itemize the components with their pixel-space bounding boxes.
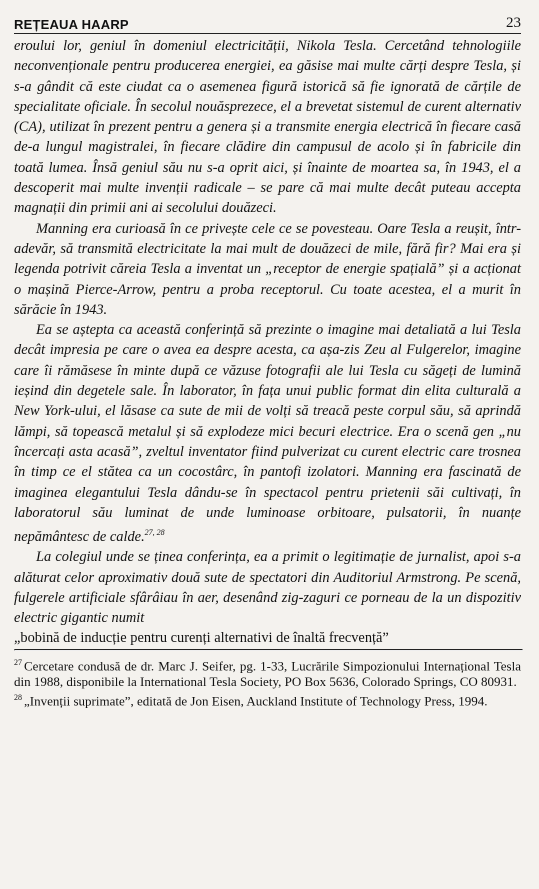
footnote-28: [14, 690, 521, 709]
page-number: 23: [506, 15, 521, 31]
footnote-text: „Invenții suprimate”, editată de Jon Eisen, Auckland Institute of Technology Press, 1994.: [24, 693, 488, 709]
header-rule: [14, 33, 521, 34]
paragraph-2: Manning era curioasă în ce privește cele ce se povesteau. Oare Tesla a reușit, într-adevăr, să transmită electricitate la mai mult de douăzeci de mile, fără fir? Mai era și legenda potrivit căreia Tesla a inventat un „receptor de energie spațială” și a acționat o mașină Pierce-Arrow, pentru a proba receptorul. Cu toate acestea, el a murit în sărăcie în 1943.: [14, 220, 521, 318]
footnote-marks: 27, 28: [144, 528, 165, 538]
paragraph-1: eroului lor, geniul în domeniul electricității, Nikola Tesla. Cercetând tehnologiile neconvenționale pentru producerea energiei, ea găsise mai multe cărți despre Tesla, și s-a gândit că este ciudat ca o asemenea figură istorică să fie ignorată de cărțile de specialitate oficiale. În secolul nouăsprezece, el a brevetat sistemul de curent alternativ (CA), utilizat în prezent pentru a genera și a transmite energia electrică în fiecare casă de-a lungul magistralei, în fiecare clădire din campusul de acolo și în fabricile din toată lumea. Însă geniul său nu s-a oprit aici, și înainte de moartea sa, în 1943, el a descoperit mai multe invenții radicale – se pare că mai multe decât puteau accepta magnații din primii ani ai secolului douăzeci.: [14, 38, 521, 217]
footnotes: [14, 655, 521, 710]
footnote-mark: 27: [14, 657, 22, 667]
page-header: [14, 14, 521, 32]
body-text: [14, 36, 521, 649]
footnote-text: Cercetare condusă de dr. Marc J. Seifer, pg. 1-33, Lucrările Simpozionului Internațional Tesla din 1988, disponibile la International Tesla Society, PO Box 5636, Colorado Springs, CO 80931.: [14, 658, 521, 690]
paragraph-4-last-line: „bobină de inducție pentru curenți alternativi de înaltă frecvență”: [14, 630, 389, 647]
footnote-27: [14, 655, 521, 690]
paragraph-3: [14, 320, 521, 547]
footnote-mark: 28: [14, 693, 22, 703]
paragraph-4: La colegiul unde se ținea conferința, ea a primit o legitimație de jurnalist, apoi s-a alăturat celor aproximativ două sute de spectatori din Auditoriul Armstrong. Pe scenă, fulgerele artificiale sfârâiau în aer, desenând zig-zaguri ce porneau de la un dispozitiv electric gigantic numit: [14, 549, 521, 627]
running-title: REȚEAUA HAARP: [14, 17, 129, 32]
paragraph-3-text: Ea se aștepta ca această conferință să prezinte o imagine mai detaliată a lui Tesla decât impresia pe care o avea ea despre acesta, ca așa-zis Zeu al Fulgerelor, imagine care îi rămăsese în minte după ce văzuse fotografii ale lui Tesla cu săgeți de lumină ieșind din degetele sale. În laborator, în fața unui public format din elita culturală a New York-ului, el lăsase ca sute de mii de volți să treacă peste corpul său, să aprindă lămpi, să topească metalul și să explodeze mici becuri electrice. Era o scenă gen „nu încercați asta acasă”, zveltul inventator fiind pulverizat cu curent electric care trosnea în timp ce el stătea ca un cocostârc, în pantofi izolatori. Manning era fascinată de imaginea elegantului Tesla dându-se în spectacol pentru prietenii săi cultivați, în laboratorul său luminat de unde luminoase orbitoare, pulsatorii, în nuanțe nepământesc de calde.: [14, 322, 521, 545]
footnote-rule: [14, 649, 523, 651]
